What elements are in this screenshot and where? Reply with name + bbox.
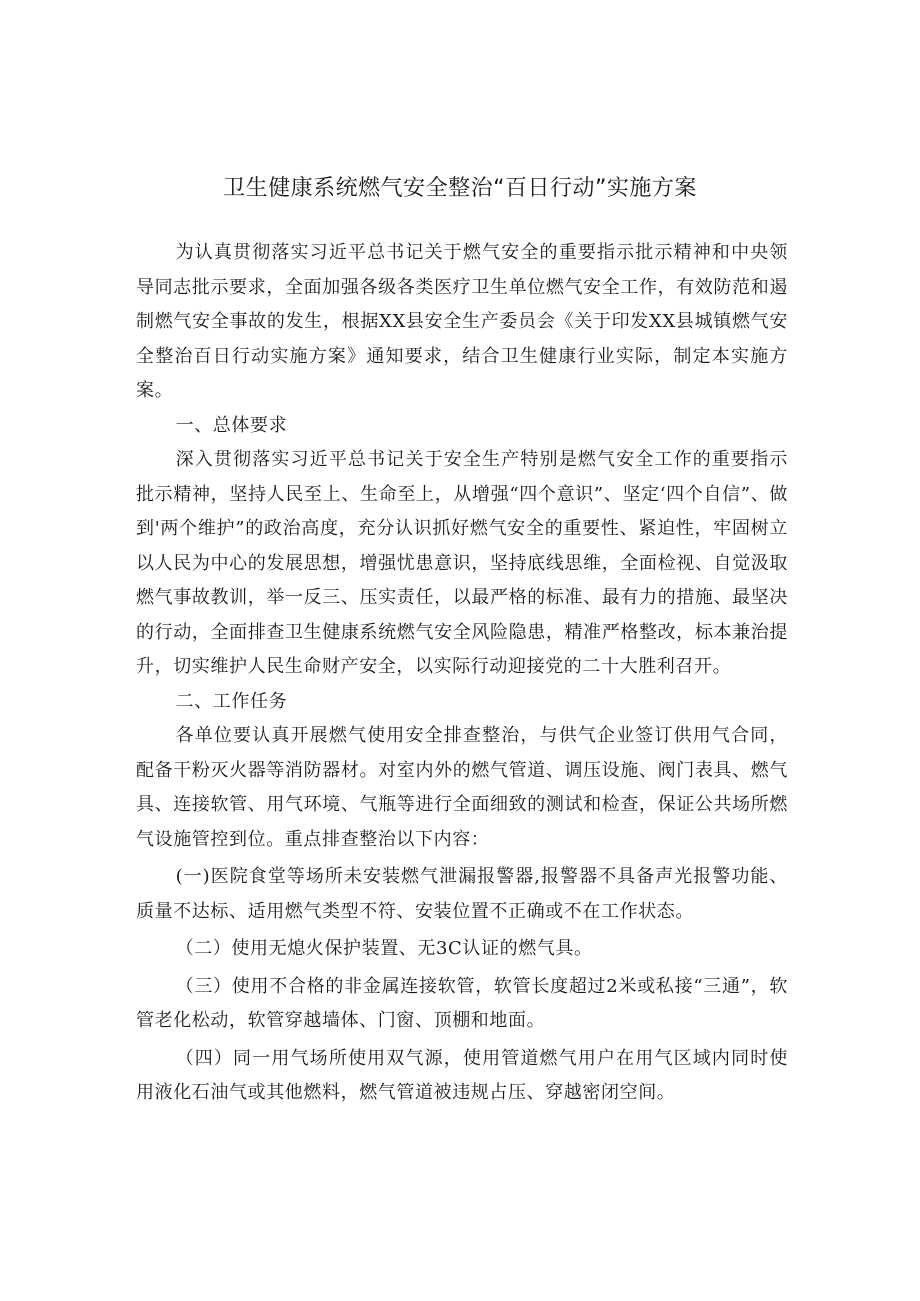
intro-paragraph: 为认真贯彻落实习近平总书记关于燃气安全的重要指示批示精神和中央领导同志批示要求，全面加强各级各类医疗卫生单位燃气安全工作，有效防范和遏制燃气安全事故的发生，根据XX县安全生产委员会《关于印发XX县城镇燃气安全整治百日行动实施方案》通知要求，结合卫生健康行业实际，制定本实施方案。	[136, 242, 788, 401]
document-title: 卫生健康系统燃气安全整治“百日行动”实施方案	[223, 176, 697, 201]
work-tasks-paragraph: 各单位要认真开展燃气使用安全排查整治，与供气企业签订供用气合同，配备干粉灭火器等消防器材。对室内外的燃气管道、调压设施、阀门表具、燃气具、连接软管、用气环境、气瓶等进行全面细致的测试和检查，保证公共场所燃气设施管控到位。重点排查整治以下内容：	[136, 725, 788, 850]
general-requirements-paragraph: 深入贯彻落实习近平总书记关于安全生产特别是燃气安全工作的重要指示批示精神，坚持人民至上、生命至上，从增强“四个意识”、坚定‘四个自信”、做到'两个维护”的政治高度，充分认识抓好燃气安全的重要性、紧迫性，牢固树立以人民为中心的发展思想，增强忧患意识，坚持底线思维，全面检视、自觉汲取燃气事故教训，举一反三、压实责任，以最严格的标准、最有力的措施、最坚决的行动，全面排查卫生健康系统燃气安全风险隐患，精准严格整改，标本兼治提升，切实维护人民生命财产安全，以实际行动迎接党的二十大胜利召开。	[136, 449, 788, 677]
document-body	[136, 236, 788, 1111]
task-item-3: （三）使用不合格的非金属连接软管，软管长度超过2米或私接“三通”，软管老化松动，软管穿越墙体、门窗、顶棚和地面。	[136, 975, 788, 1031]
task-item-2: （二）使用无熄火保护装置、无3C认证的燃气具。	[175, 938, 593, 959]
section-heading-work-tasks: 二、工作任务	[175, 690, 288, 712]
task-item-4: （四）同一用气场所使用双气源，使用管道燃气用户在用气区域内同时使用液化石油气或其他燃料，燃气管道被违规占压、穿越密闭空间。	[136, 1047, 788, 1103]
task-item-1: (一)医院食堂等场所未安装燃气泄漏报警器,报警器不具备声光报警功能、质量不达标、适用燃气类型不符、安装位置不正确或不在工作状态。	[136, 866, 788, 922]
section-heading-general-requirements: 一、总体要求	[175, 414, 288, 436]
